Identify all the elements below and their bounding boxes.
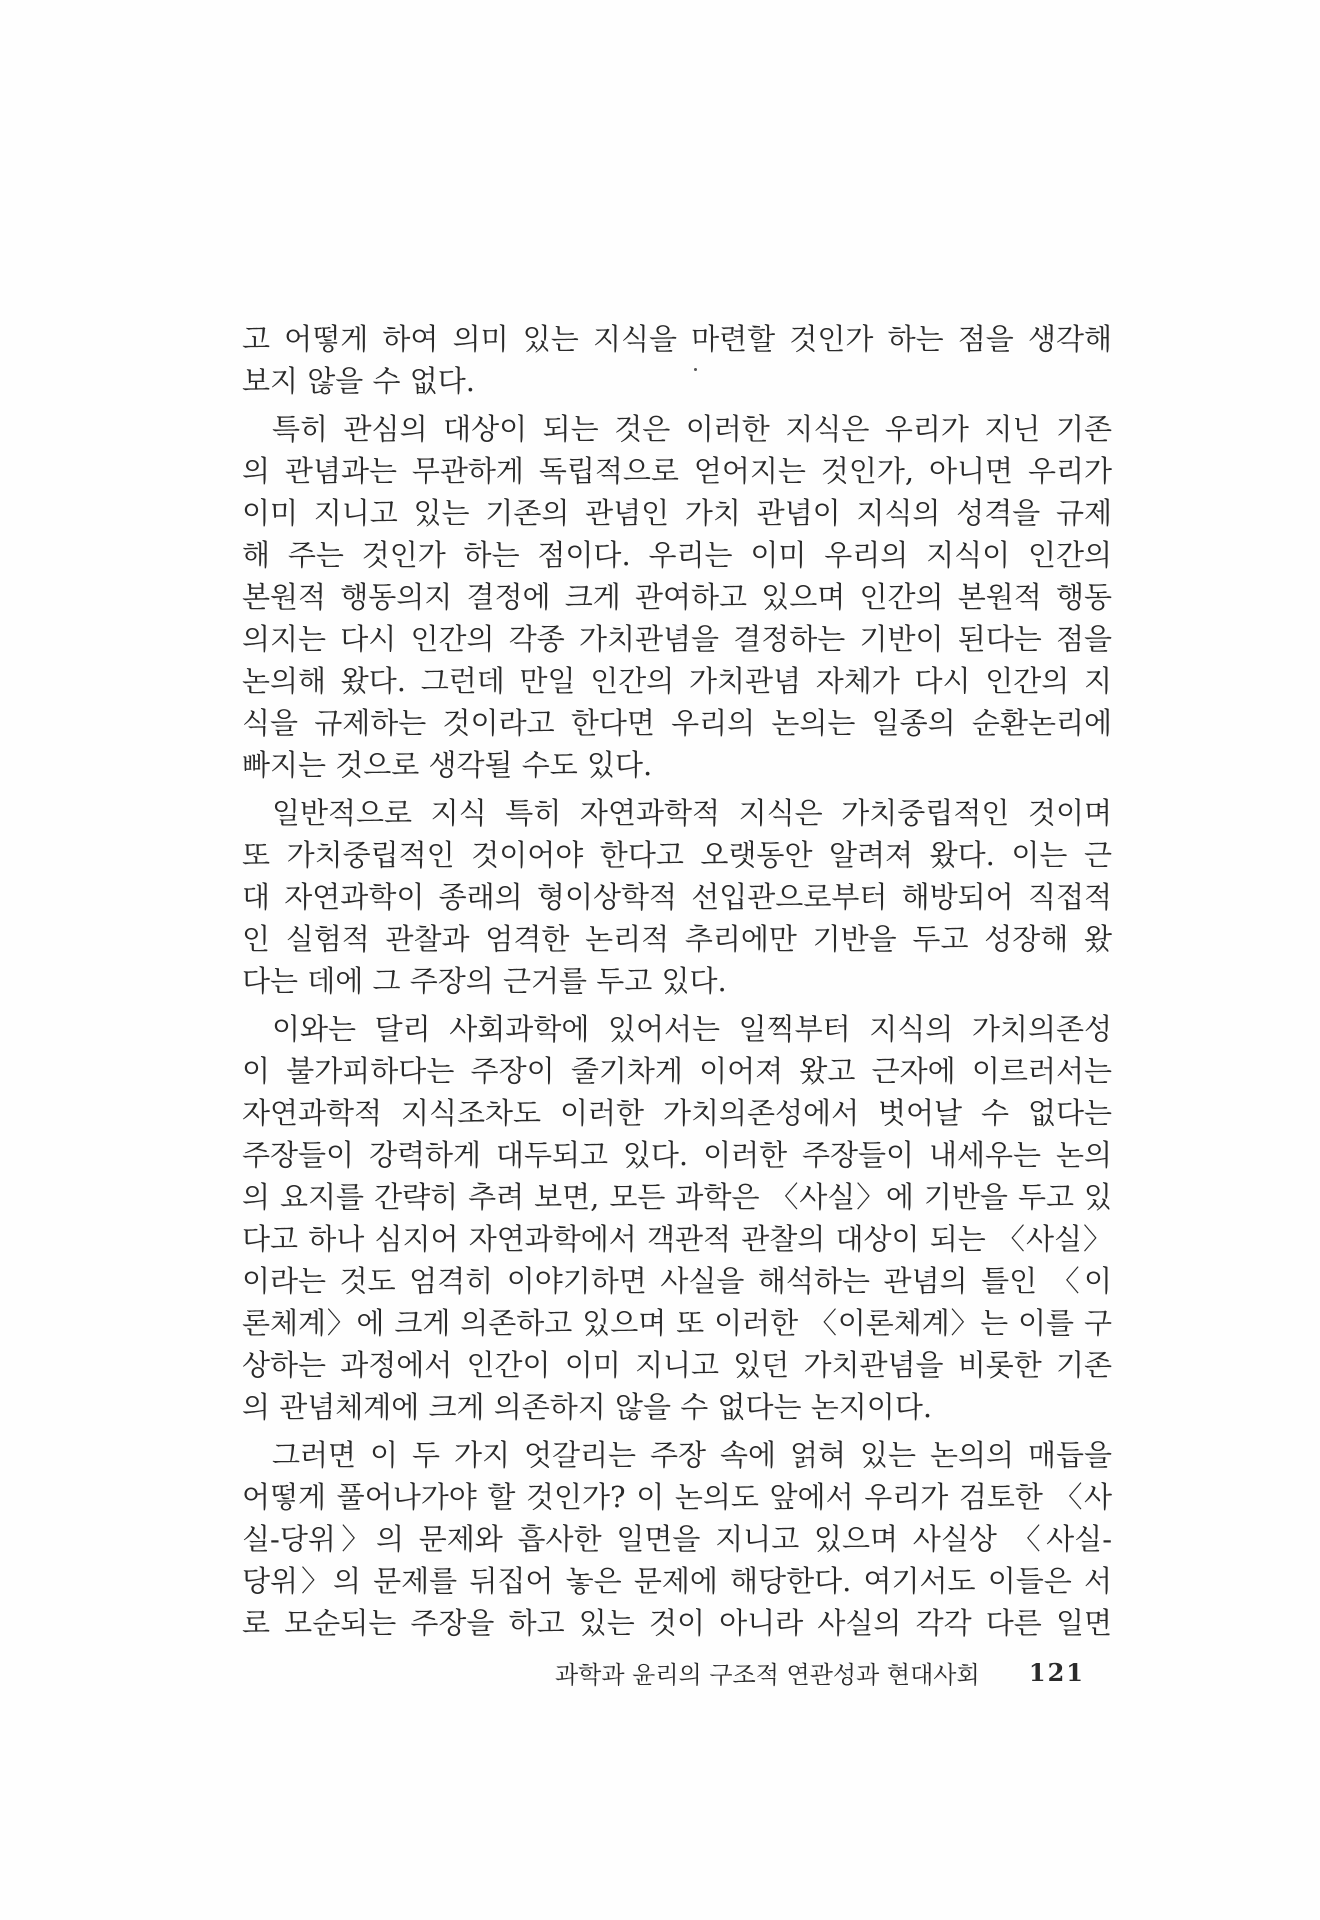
text-line: 론체계〉에 크게 의존하고 있으며 또 이러한 〈이론체계〉는 이를 구 xyxy=(242,1306,1112,1340)
text-line: 상하는 과정에서 인간이 이미 지니고 있던 가치관념을 비롯한 기존 xyxy=(242,1348,1112,1382)
text-line: 본원적 행동의지 결정에 크게 관여하고 있으며 인간의 본원적 행동 xyxy=(242,580,1112,614)
text-line: 이라는 것도 엄격히 이야기하면 사실을 해석하는 관념의 틀인 〈이 xyxy=(242,1264,1112,1298)
text-line: 실-당위〉의 문제와 흡사한 일면을 지니고 있으며 사실상 〈사실- xyxy=(242,1522,1112,1556)
text-line: 일반적으로 지식 특히 자연과학적 지식은 가치중립적인 것이며 xyxy=(272,796,1112,830)
text-line: 이 불가피하다는 주장이 줄기차게 이어져 왔고 근자에 이르러서는 xyxy=(242,1054,1112,1088)
text-line: 특히 관심의 대상이 되는 것은 이러한 지식은 우리가 지닌 기존 xyxy=(272,412,1112,446)
text-line: 해 주는 것인가 하는 점이다. 우리는 이미 우리의 지식이 인간의 xyxy=(242,538,1112,572)
text-line: 이미 지니고 있는 기존의 관념인 가치 관념이 지식의 성격을 규제 xyxy=(242,496,1112,530)
page-number: 121 xyxy=(1028,1657,1085,1687)
text-line: 다고 하나 심지어 자연과학에서 객관적 관찰의 대상이 되는 〈사실〉 xyxy=(242,1222,1112,1256)
text-line: 대 자연과학이 종래의 형이상학적 선입관으로부터 해방되어 직접적 xyxy=(242,880,1112,914)
text-line: 의 관념체계에 크게 의존하지 않을 수 없다는 논지이다. xyxy=(242,1390,933,1424)
text-line: 로 모순되는 주장을 하고 있는 것이 아니라 사실의 각각 다른 일면 xyxy=(242,1606,1112,1640)
text-line: 고 어떻게 하여 의미 있는 지식을 마련할 것인가 하는 점을 생각해 xyxy=(242,322,1112,356)
body-text xyxy=(242,318,1112,1644)
text-line: 보지 않을 수 없다. xyxy=(242,364,475,398)
text-line: 주장들이 강력하게 대두되고 있다. 이러한 주장들이 내세우는 논의 xyxy=(242,1138,1112,1172)
text-line: 논의해 왔다. 그런데 만일 인간의 가치관념 자체가 다시 인간의 지 xyxy=(242,664,1112,698)
text-line: 또 가치중립적인 것이어야 한다고 오랫동안 알려져 왔다. 이는 근 xyxy=(242,838,1112,872)
text-line: 자연과학적 지식조차도 이러한 가치의존성에서 벗어날 수 없다는 xyxy=(242,1096,1112,1130)
running-title: 과학과 윤리의 구조적 연관성과 현대사회 xyxy=(555,1660,980,1689)
text-line: 의 요지를 간략히 추려 보면, 모든 과학은 〈사실〉에 기반을 두고 있 xyxy=(242,1180,1112,1214)
text-line: 인 실험적 관찰과 엄격한 논리적 추리에만 기반을 두고 성장해 왔 xyxy=(242,922,1112,956)
text-line: 빠지는 것으로 생각될 수도 있다. xyxy=(242,748,653,782)
text-line: 어떻게 풀어나가야 할 것인가? 이 논의도 앞에서 우리가 검토한 〈사 xyxy=(242,1480,1112,1514)
text-line: 다는 데에 그 주장의 근거를 두고 있다. xyxy=(242,964,727,998)
text-line: 의지는 다시 인간의 각종 가치관념을 결정하는 기반이 된다는 점을 xyxy=(242,622,1112,656)
text-line: 이와는 달리 사회과학에 있어서는 일찍부터 지식의 가치의존성 xyxy=(272,1012,1112,1046)
text-line: 그러면 이 두 가지 엇갈리는 주장 속에 얽혀 있는 논의의 매듭을 xyxy=(272,1438,1112,1472)
text-line: 당위〉의 문제를 뒤집어 놓은 문제에 해당한다. 여기서도 이들은 서 xyxy=(242,1564,1112,1598)
page-footer xyxy=(555,1652,1085,1692)
text-line: 식을 규제하는 것이라고 한다면 우리의 논의는 일종의 순환논리에 xyxy=(242,706,1112,740)
text-line: 의 관념과는 무관하게 독립적으로 얻어지는 것인가, 아니면 우리가 xyxy=(242,454,1112,488)
